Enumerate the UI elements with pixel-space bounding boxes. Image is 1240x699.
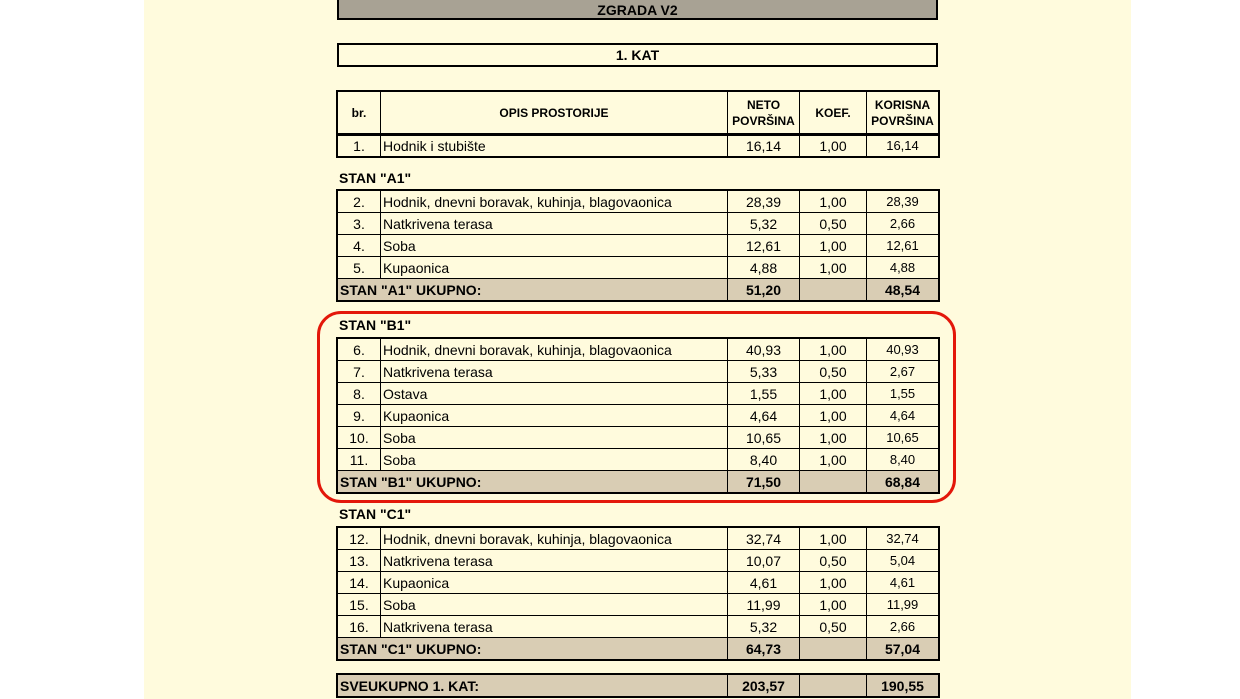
total-coef-empty: [800, 471, 867, 493]
total-row-a1: [338, 279, 939, 301]
row-description: Soba: [381, 449, 728, 471]
row-net: 5,32: [728, 213, 800, 235]
row-net: 28,39: [728, 191, 800, 213]
row-usable: 4,88: [867, 257, 939, 279]
row-description: Soba: [381, 235, 728, 257]
apartment-table-c1: [337, 527, 939, 660]
row-no: 8.: [338, 383, 381, 405]
row-no: 15.: [338, 594, 381, 616]
header-row: [338, 92, 939, 135]
row-coef: 0,50: [800, 550, 867, 572]
row-net: 10,65: [728, 427, 800, 449]
row-coef: 1,00: [800, 528, 867, 550]
row-net: 1,55: [728, 383, 800, 405]
row-usable: 2,66: [867, 616, 939, 638]
total-row-c1: [338, 638, 939, 660]
total-usable: 57,04: [867, 638, 939, 660]
total-net: 71,50: [728, 471, 800, 493]
row-net: 10,07: [728, 550, 800, 572]
row-no: 7.: [338, 361, 381, 383]
total-label: STAN "C1" UKUPNO:: [338, 638, 728, 660]
total-usable: 48,54: [867, 279, 939, 301]
grand-total-row: [338, 675, 939, 697]
table-row: [338, 427, 939, 449]
header-net-line2: POVRŠINA: [732, 114, 795, 128]
row-description: Natkrivena terasa: [381, 616, 728, 638]
row-net: 5,33: [728, 361, 800, 383]
row-no: 5.: [338, 257, 381, 279]
row-coef: 1,00: [800, 572, 867, 594]
row-usable: 32,74: [867, 528, 939, 550]
row-usable: 2,67: [867, 361, 939, 383]
row-no: 2.: [338, 191, 381, 213]
total-coef-empty: [800, 638, 867, 660]
section-label-b1: STAN "B1": [339, 317, 412, 333]
header-net-line1: NETO: [746, 98, 781, 112]
building-title: ZGRADA V2: [337, 0, 938, 20]
table-row: [338, 257, 939, 279]
table-row: [338, 361, 939, 383]
total-net: 64,73: [728, 638, 800, 660]
row-no: 10.: [338, 427, 381, 449]
header-usable-line1: KORISNA: [874, 98, 931, 112]
row-description: Natkrivena terasa: [381, 550, 728, 572]
row-coef: 1,00: [800, 383, 867, 405]
row-coef: 1,00: [800, 191, 867, 213]
row-no: 12.: [338, 528, 381, 550]
row-coef: 0,50: [800, 213, 867, 235]
row-usable: 1,55: [867, 383, 939, 405]
table-row: [338, 594, 939, 616]
row-usable: 8,40: [867, 449, 939, 471]
row-net: 8,40: [728, 449, 800, 471]
common-table: [337, 134, 939, 157]
row-usable: 12,61: [867, 235, 939, 257]
row-net: 40,93: [728, 339, 800, 361]
header-table: [337, 91, 939, 135]
row-no: 9.: [338, 405, 381, 427]
grand-total-table: [337, 674, 939, 697]
row-description: Soba: [381, 594, 728, 616]
row-usable: 10,65: [867, 427, 939, 449]
table-row: [338, 550, 939, 572]
header-usable-line2: POVRŠINA: [871, 114, 934, 128]
total-usable: 68,84: [867, 471, 939, 493]
row-no: 13.: [338, 550, 381, 572]
table-row: [338, 235, 939, 257]
row-usable: 5,04: [867, 550, 939, 572]
total-net: 51,20: [728, 279, 800, 301]
total-label: STAN "A1" UKUPNO:: [338, 279, 728, 301]
header-no: br.: [338, 92, 381, 135]
row-usable: 2,66: [867, 213, 939, 235]
row-net: 12,61: [728, 235, 800, 257]
table-row: [338, 135, 939, 157]
row-no: 6.: [338, 339, 381, 361]
row-coef: 1,00: [800, 427, 867, 449]
table-row: [338, 449, 939, 471]
table-row: [338, 383, 939, 405]
apartment-table-a1: [337, 190, 939, 301]
row-description: Ostava: [381, 383, 728, 405]
section-label-c1: STAN "C1": [339, 506, 412, 522]
header-description: OPIS PROSTORIJE: [381, 92, 728, 135]
row-description: Hodnik, dnevni boravak, kuhinja, blagovaonica: [381, 528, 728, 550]
row-net: 5,32: [728, 616, 800, 638]
row-description: Natkrivena terasa: [381, 361, 728, 383]
row-net: 11,99: [728, 594, 800, 616]
total-coef-empty: [800, 279, 867, 301]
row-coef: 1,00: [800, 405, 867, 427]
total-label: STAN "B1" UKUPNO:: [338, 471, 728, 493]
apartment-table-b1: [337, 338, 939, 493]
row-usable: 4,64: [867, 405, 939, 427]
row-no: 11.: [338, 449, 381, 471]
table-row: [338, 528, 939, 550]
row-coef: 1,00: [800, 449, 867, 471]
row-description: Kupaonica: [381, 405, 728, 427]
row-usable: 40,93: [867, 339, 939, 361]
row-coef: 1,00: [800, 339, 867, 361]
row-net: 4,88: [728, 257, 800, 279]
row-no: 3.: [338, 213, 381, 235]
row-net: 4,61: [728, 572, 800, 594]
row-description: Hodnik, dnevni boravak, kuhinja, blagovaonica: [381, 339, 728, 361]
floor-title: 1. KAT: [337, 43, 938, 67]
row-coef: 1,00: [800, 135, 867, 157]
row-description: Soba: [381, 427, 728, 449]
header-net: [728, 92, 800, 135]
table-row: [338, 191, 939, 213]
table-row: [338, 339, 939, 361]
row-net: 32,74: [728, 528, 800, 550]
row-no: 16.: [338, 616, 381, 638]
row-net: 4,64: [728, 405, 800, 427]
table-row: [338, 572, 939, 594]
row-coef: 1,00: [800, 235, 867, 257]
total-row-b1: [338, 471, 939, 493]
table-row: [338, 405, 939, 427]
row-description: Kupaonica: [381, 572, 728, 594]
row-usable: 16,14: [867, 135, 939, 157]
header-usable: [867, 92, 939, 135]
row-coef: 1,00: [800, 257, 867, 279]
row-no: 1.: [338, 135, 381, 157]
row-description: Kupaonica: [381, 257, 728, 279]
header-coef: KOEF.: [800, 92, 867, 135]
row-coef: 0,50: [800, 361, 867, 383]
row-coef: 0,50: [800, 616, 867, 638]
row-description: Hodnik, dnevni boravak, kuhinja, blagovaonica: [381, 191, 728, 213]
row-usable: 28,39: [867, 191, 939, 213]
row-description: Natkrivena terasa: [381, 213, 728, 235]
grand-total-usable: 190,55: [867, 675, 939, 697]
row-usable: 11,99: [867, 594, 939, 616]
row-coef: 1,00: [800, 594, 867, 616]
grand-total-coef-empty: [800, 675, 867, 697]
row-no: 4.: [338, 235, 381, 257]
row-usable: 4,61: [867, 572, 939, 594]
table-row: [338, 616, 939, 638]
row-net: 16,14: [728, 135, 800, 157]
section-label-a1: STAN "A1": [339, 170, 412, 186]
table-row: [338, 213, 939, 235]
row-description: Hodnik i stubište: [381, 135, 728, 157]
row-no: 14.: [338, 572, 381, 594]
grand-total-net: 203,57: [728, 675, 800, 697]
grand-total-label: SVEUKUPNO 1. KAT:: [338, 675, 728, 697]
